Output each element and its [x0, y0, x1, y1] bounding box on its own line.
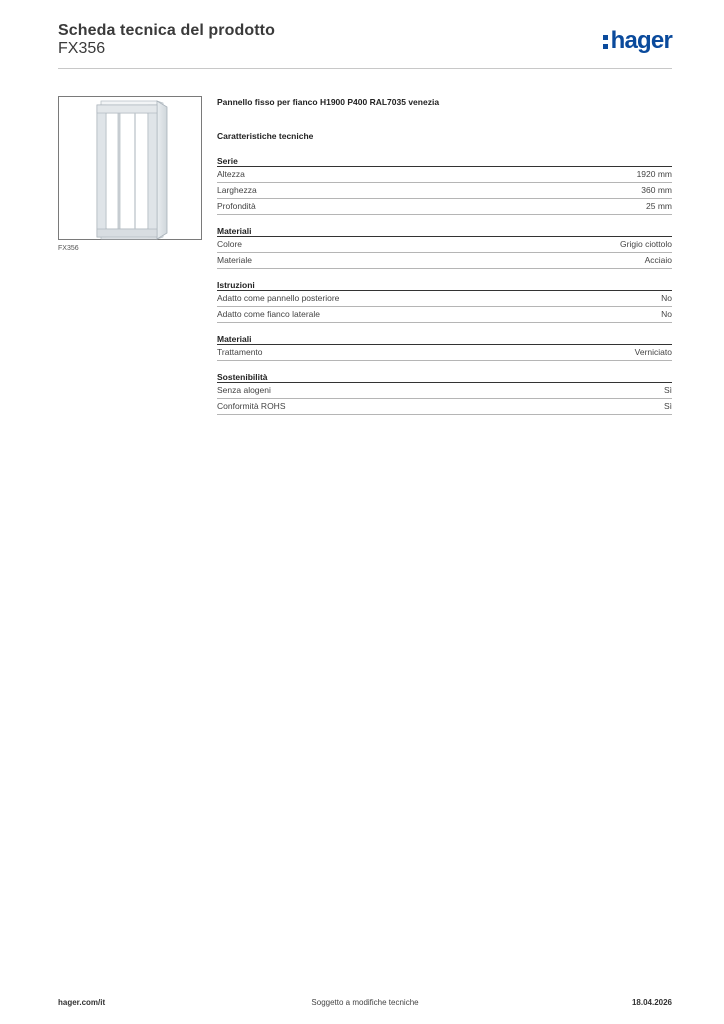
spec-label: Conformità ROHS: [217, 401, 286, 411]
spec-value: No: [661, 293, 672, 303]
spec-row: [217, 399, 672, 415]
page-header: [58, 22, 672, 69]
product-code: FX356: [58, 40, 106, 57]
logo-text: hager: [610, 27, 672, 54]
section-title: Istruzioni: [217, 279, 672, 291]
spec-value: 360 mm: [641, 185, 672, 195]
image-caption: FX356: [58, 245, 79, 252]
spec-label: Adatto come pannello posteriore: [217, 293, 340, 303]
spec-section-materiali: [217, 225, 672, 269]
spec-label: Larghezza: [217, 185, 257, 195]
spec-value: Grigio ciottolo: [620, 239, 672, 249]
spec-section-serie: [217, 155, 672, 215]
spec-value: 25 mm: [646, 201, 672, 211]
spec-label: Altezza: [217, 169, 245, 179]
spec-row: [217, 345, 672, 361]
footer-notice: Soggetto a modifiche tecniche: [311, 998, 419, 1007]
spec-row: [217, 199, 672, 215]
product-details: [217, 96, 672, 415]
footer-date: 18.04.2026: [631, 998, 672, 1007]
specs-heading: Caratteristiche tecniche: [217, 131, 314, 141]
spec-section-trattamento: [217, 333, 672, 361]
spec-row: [217, 183, 672, 199]
spec-value: Sì: [663, 385, 672, 395]
spec-label: Trattamento: [217, 347, 263, 357]
spec-row: [217, 253, 672, 269]
spec-value: No: [661, 309, 672, 319]
logo-dots-icon: [603, 35, 608, 49]
spec-value: Verniciato: [634, 347, 672, 357]
section-title: Materiali: [217, 333, 672, 345]
page-footer: [58, 998, 672, 1010]
product-name: Pannello fisso per fianco H1900 P400 RAL7035 venezia: [217, 97, 440, 107]
spec-row: [217, 383, 672, 399]
spec-section-sostenibilita: [217, 371, 672, 415]
spec-label: Colore: [217, 239, 243, 249]
spec-label: Materiale: [217, 255, 252, 265]
spec-label: Senza alogeni: [217, 385, 271, 395]
hager-logo: [603, 28, 672, 54]
spec-row: [217, 307, 672, 323]
section-title: Materiali: [217, 225, 672, 237]
section-title: Sostenibilità: [217, 371, 672, 383]
spec-value: Sì: [663, 401, 672, 411]
section-title: Serie: [217, 155, 672, 167]
spec-label: Profondità: [217, 201, 256, 211]
spec-label: Adatto come fianco laterale: [217, 309, 321, 319]
spec-value: Acciaio: [644, 255, 672, 265]
document-title: Scheda tecnica del prodotto: [58, 22, 275, 39]
spec-row: [217, 237, 672, 253]
enclosure-frame-image: [59, 97, 203, 241]
spec-row: [217, 291, 672, 307]
spec-section-istruzioni: [217, 279, 672, 323]
website-link[interactable]: hager.com/it: [58, 998, 106, 1007]
spec-row: [217, 167, 672, 183]
spec-value: 1920 mm: [636, 169, 672, 179]
product-image-frame: [58, 96, 202, 240]
